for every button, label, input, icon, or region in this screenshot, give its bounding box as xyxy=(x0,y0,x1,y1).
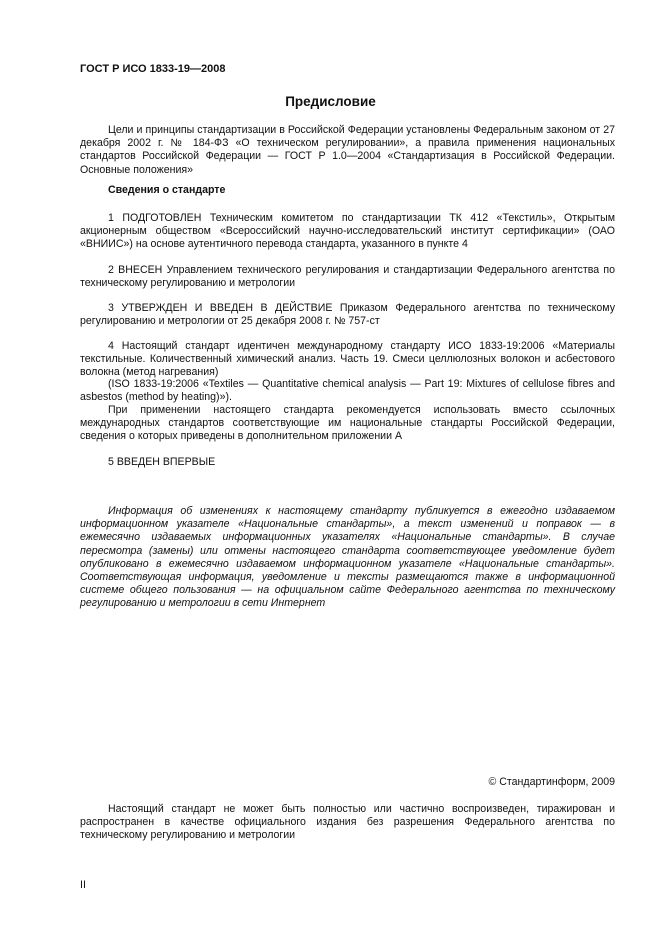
page-title: Предисловие xyxy=(285,94,376,109)
intro-paragraph: Цели и принципы стандартизации в Российской Федерации установлены Федеральным законом от 27 декабря 2002 г. № 184-ФЗ «О техническом регулировании», а правила применения национальных стандартов Российской Федерации — ГОСТ Р 1.0—2004 «Стандартизация в Российской Федерации. Основные положения» xyxy=(80,124,615,176)
item-4: 4 Настоящий стандарт идентичен международному стандарту ИСО 1833-19:2006 «Материалы текстильные. Количественный химический анализ. Часть 19. Смеси целлюлозных волокон и асбестового волокна (метод нагревания) xyxy=(80,340,615,379)
item-2: 2 ВНЕСЕН Управлением технического регулирования и стандартизации Федерального агентства по техническому регулированию и метрологии xyxy=(80,264,615,290)
item-5: 5 ВВЕДЕН ВПЕРВЫЕ xyxy=(108,456,216,468)
item-3: 3 УТВЕРЖДЕН И ВВЕДЕН В ДЕЙСТВИЕ Приказом Федерального агентства по техническому регулированию и метрологии от 25 декабря 2008 г. № 757-ст xyxy=(80,302,615,328)
item-1: 1 ПОДГОТОВЛЕН Техническим комитетом по стандартизации ТК 412 «Текстиль», Открытым акционерным обществом «Всероссийский научно-исследовательский институт сертификации» (ОАО «ВНИИС») на основе аутентичного перевода стандарта, указанного в пункте 4 xyxy=(80,212,615,251)
item-4-note: При применении настоящего стандарта рекомендуется использовать вместо ссылочных международных стандартов соответствующие им национальные стандарты Российской Федерации, сведения о которых приведены в дополнительном приложении А xyxy=(80,404,615,443)
reproduction-notice: Настоящий стандарт не может быть полностью или частично воспроизведен, тиражирован и распространен в качестве официального издания без разрешения Федерального агентства по техническому регулированию и метрологии xyxy=(80,803,615,842)
copyright: © Стандартинформ, 2009 xyxy=(488,776,615,788)
item-4-english: (ISO 1833-19:2006 «Textiles — Quantitative chemical analysis — Part 19: Mixtures of cellulose fibres and asbestos (method by heating)»). xyxy=(80,378,615,404)
document-code: ГОСТ Р ИСО 1833-19—2008 xyxy=(80,63,226,75)
page-number: II xyxy=(80,879,86,891)
section-subtitle: Сведения о стандарте xyxy=(108,184,226,196)
info-notice: Информация об изменениях к настоящему стандарту публикуется в ежегодно издаваемом информационном указателе «Национальные стандарты», а текст изменений и поправок — в ежемесячно издаваемых информационных указателях «Национальные стандарты». В случае пересмотра (замены) или отмены настоящего стандарта соответствующее уведомление будет опубликовано в ежемесячно издаваемом информационном указателе «Национальные стандарты». Соответствующая информация, уведомление и тексты размещаются также в информационной системе общего пользования — на официальном сайте Федерального агентства по техническому регулированию и метрологии в сети Интернет xyxy=(80,505,615,610)
